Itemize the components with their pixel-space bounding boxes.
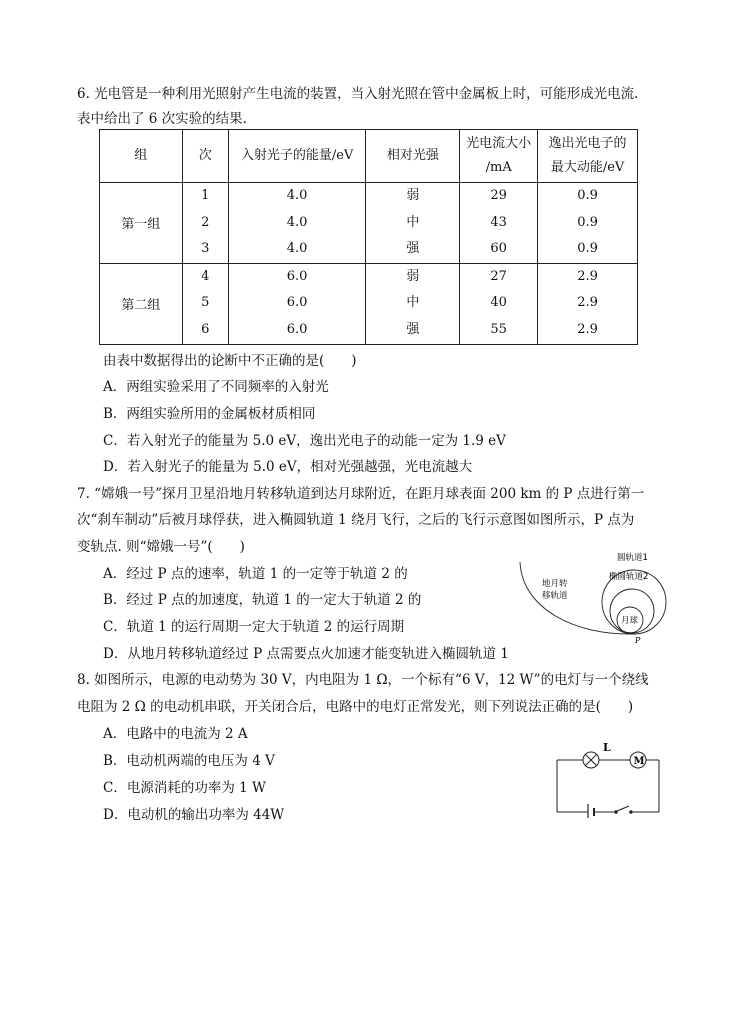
header-max-ke: [538, 130, 638, 183]
q6-option-a: A．两组实验采用了不同频率的入射光: [103, 379, 329, 395]
q6-option-c: C．若入射光子的能量为 5.0 eV，逸出光电子的动能一定为 1.9 eV: [103, 433, 506, 449]
switch-lever-icon: [617, 806, 629, 811]
trial-value: 1: [201, 188, 210, 203]
q6-stem-line1: 6. 光电管是一种利用光照射产生电流的装置，当入射光照在管中金属板上时，可能形成光电流.: [77, 86, 639, 102]
header-group: 组: [100, 130, 183, 183]
current-value: 29: [490, 188, 507, 203]
intensity-value: 弱: [406, 188, 420, 203]
header-intensity: 相对光强: [366, 130, 460, 183]
q6-option-d: D．若入射光子的能量为 5.0 eV，相对光强越强，光电流越大: [103, 459, 473, 475]
current-value: 43: [490, 214, 507, 230]
q7-option-d: D．从地月转移轨道经过 P 点需要点火加速才能变轨进入椭圆轨道 1: [103, 646, 509, 662]
motor-label: M: [633, 756, 645, 767]
q6-stem-line2: 表中给出了 6 次实验的结果.: [77, 111, 247, 127]
table-row: [100, 183, 638, 264]
max-ke-value: 2.9: [577, 268, 598, 284]
energy-cell: [228, 183, 366, 264]
current-value: 27: [490, 268, 507, 284]
max-ke-value: 2.9: [577, 321, 598, 337]
current-cell: [460, 263, 538, 344]
elliptical-orbit-2: [610, 589, 654, 633]
trial-value: 4: [201, 268, 210, 284]
switch-contact-right: [629, 810, 633, 814]
table-header-row: [100, 130, 638, 183]
energy-value: 4.0: [286, 188, 308, 203]
q8-option-c: C．电源消耗的功率为 1 W: [103, 780, 266, 796]
q7-stem-line1: 7. “嫦娥一号”探月卫星沿地月转移轨道到达月球附近，在距月球表面 200 km 的 P 点进行第一: [77, 486, 645, 502]
header-max-ke-line1: 逸出光电子的: [548, 136, 627, 151]
intensity-value: 中: [406, 214, 420, 230]
energy-value: 6.0: [286, 295, 308, 311]
q7-option-b: B．经过 P 点的加速度，轨道 1 的一定大于轨道 2 的: [103, 592, 422, 608]
transfer-label-line1: 地月转: [542, 579, 568, 589]
current-value: 60: [490, 241, 507, 257]
q8-option-b: B．电动机两端的电压为 4 V: [103, 753, 275, 769]
intensity-value: 强: [406, 321, 420, 337]
orbit2-label: 椭圆轨道2: [609, 572, 649, 582]
current-value: 55: [490, 321, 507, 337]
circuit-diagram: [551, 740, 667, 818]
group-name: 第二组: [100, 263, 183, 344]
header-photon-energy: 入射光子的能量/eV: [228, 130, 366, 183]
trial-cell: [182, 183, 228, 264]
q8-stem-line2: 电阻为 2 Ω 的电动机串联，开关闭合后，电路中的电灯正常发光，则下列说法正确的是( ): [77, 699, 634, 715]
intensity-value: 强: [406, 241, 420, 257]
max-ke-value: 0.9: [577, 214, 598, 230]
trial-value: 3: [201, 241, 210, 257]
max-ke-cell: [538, 183, 638, 264]
q7-stem-line3: 变轨点. 则“嫦娥一号”( ): [77, 539, 245, 555]
max-ke-cell: [538, 263, 638, 344]
trial-value: 6: [201, 321, 210, 337]
energy-value: 6.0: [286, 268, 308, 284]
header-current-line1: 光电流大小: [466, 136, 532, 151]
q6-question: 由表中数据得出的论断中不正确的是( ): [103, 353, 357, 369]
orbit1-label: 圆轨道1: [617, 553, 648, 563]
q7-stem-line2: 次“刹车制动”后被月球俘获，进入椭圆轨道 1 绕月飞行，之后的飞行示意图如图所示，P 点为: [77, 512, 635, 528]
energy-cell: [228, 263, 366, 344]
q6-results-table: [99, 129, 638, 345]
q8-option-a: A．电路中的电流为 2 A: [103, 726, 248, 742]
header-trial: 次: [182, 130, 228, 183]
header-current-line2: /mA: [485, 160, 512, 175]
q8-stem-line1: 8. 如图所示，电源的电动势为 30 V，内电阻为 1 Ω，一个标有“6 V，12 W”的电灯与一个绕线: [77, 672, 649, 688]
intensity-cell: [366, 263, 460, 344]
current-value: 40: [490, 295, 507, 311]
energy-value: 4.0: [286, 241, 308, 257]
energy-value: 6.0: [286, 321, 308, 337]
intensity-cell: [366, 183, 460, 264]
table-row: [100, 263, 638, 344]
trial-cell: [182, 263, 228, 344]
energy-value: 4.0: [286, 214, 308, 230]
current-cell: [460, 183, 538, 264]
transfer-label-line2: 移轨道: [542, 591, 568, 601]
moon-label: 月球: [621, 616, 639, 626]
q8-option-d: D．电动机的输出功率为 44W: [103, 807, 285, 823]
header-max-ke-line2: 最大动能/eV: [550, 160, 625, 175]
orbit-diagram: [514, 548, 684, 644]
trial-value: 2: [201, 214, 210, 230]
max-ke-value: 0.9: [577, 188, 598, 203]
intensity-value: 中: [406, 295, 420, 311]
point-p-label: P: [635, 636, 641, 644]
lamp-label: L: [603, 741, 611, 754]
max-ke-value: 2.9: [577, 295, 598, 311]
q7-option-a: A．经过 P 点的速率，轨道 1 的一定等于轨道 2 的: [103, 566, 408, 582]
intensity-value: 弱: [406, 268, 420, 284]
header-current: [460, 130, 538, 183]
trial-value: 5: [201, 295, 210, 311]
max-ke-value: 0.9: [577, 241, 598, 257]
q7-option-c: C．轨道 1 的运行周期一定大于轨道 2 的运行周期: [103, 619, 405, 635]
group-name: 第一组: [100, 183, 183, 264]
q6-option-b: B．两组实验所用的金属板材质相同: [103, 406, 316, 422]
